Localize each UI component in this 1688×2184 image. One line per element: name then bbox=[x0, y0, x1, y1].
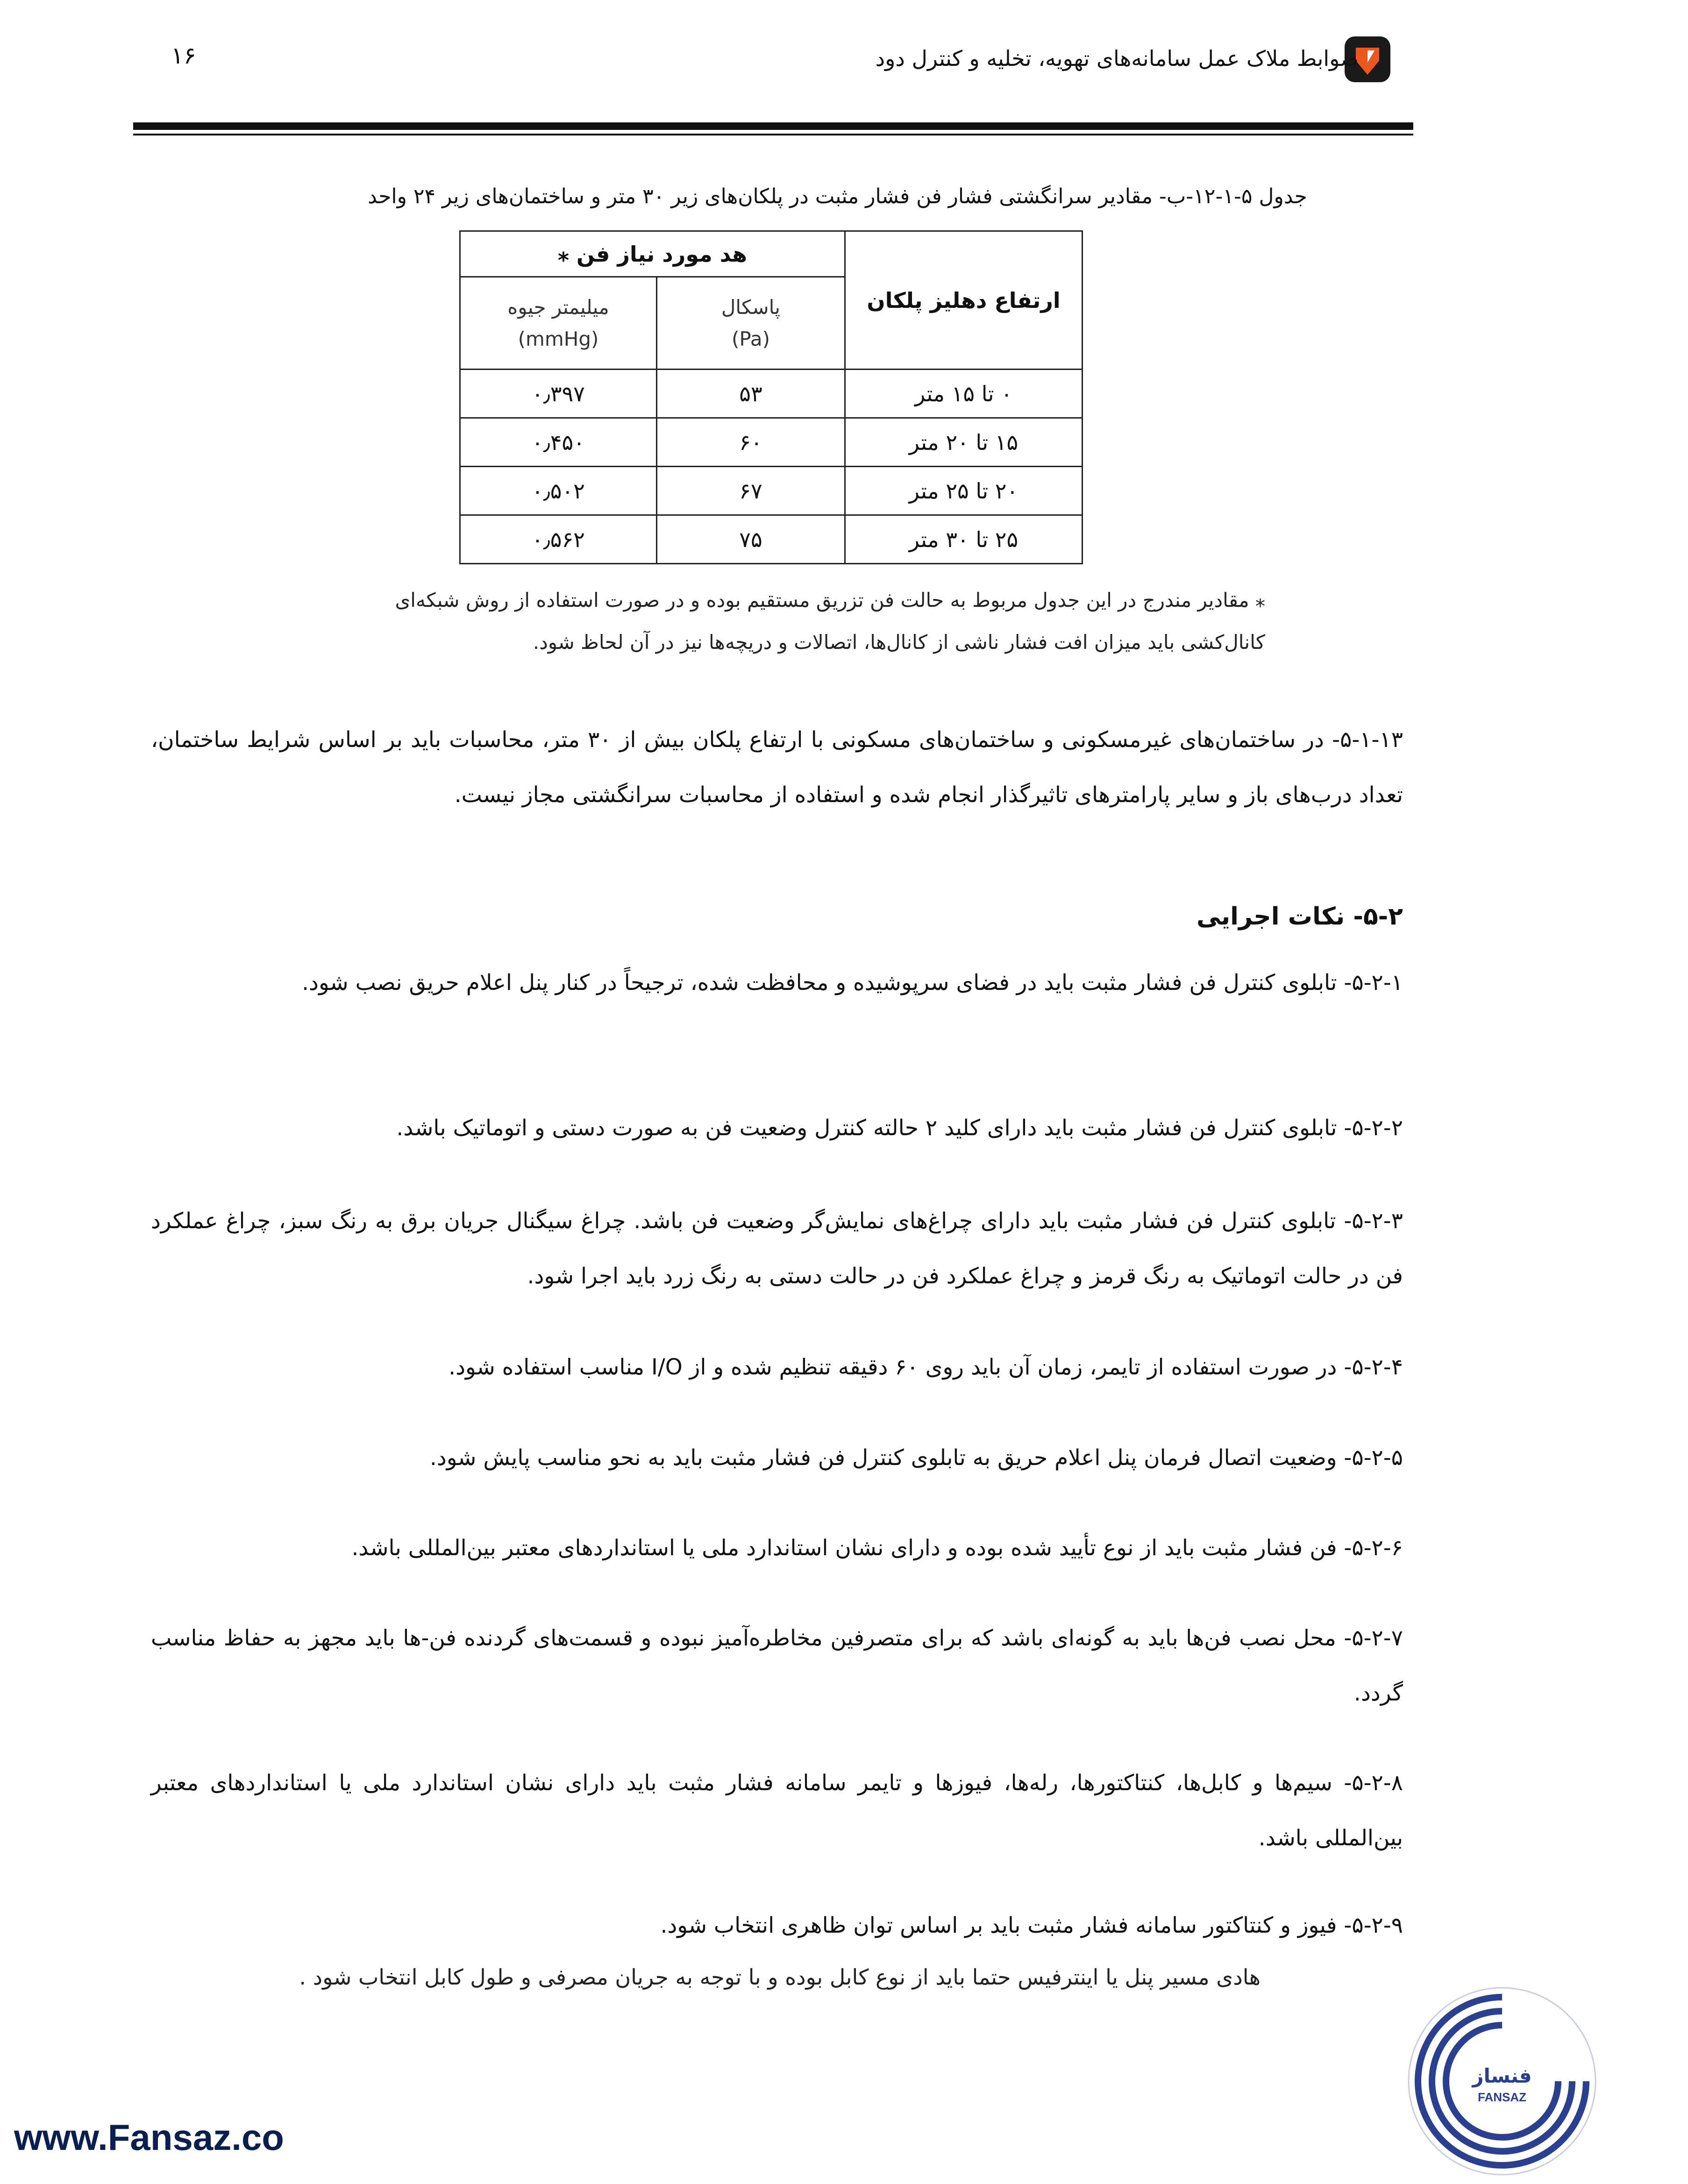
cell-pa: ۷۵ bbox=[657, 515, 845, 564]
cell-mmhg: ۰٫۵۶۲ bbox=[460, 515, 657, 564]
cell-pa: ۵۳ bbox=[657, 370, 845, 418]
sub-header-mmhg bbox=[460, 277, 657, 370]
table-caption: جدول ۵-۱-۱۲-ب- مقادیر سرانگشتی فشار فن فشار مثبت در پلکان‌های زیر ۳۰ متر و ساختمان‌های زیر ۲۴ واحد bbox=[368, 185, 1307, 208]
cell-mmhg: ۰٫۴۵۰ bbox=[460, 418, 657, 467]
website-link[interactable]: www.Fansaz.co bbox=[14, 2117, 284, 2158]
logo-text-fa: فنساز bbox=[1472, 2064, 1532, 2087]
table-row bbox=[460, 467, 1083, 515]
cell-mmhg: ۰٫۳۹۷ bbox=[460, 370, 657, 418]
item-5-2-5: ۵-۲-۵- وضعیت اتصال فرمان پنل اعلام حریق به تابلوی کنترل فن فشار مثبت باید به نحو مناسب پایش شود. bbox=[429, 1445, 1403, 1471]
pressure-table bbox=[459, 230, 1083, 564]
col-target-header: هد مورد نیاز فن ⁎ bbox=[460, 231, 845, 277]
cell-height: ۲۵ تا ۳۰ متر bbox=[845, 515, 1083, 564]
fansaz-logo-icon bbox=[1402, 1981, 1603, 2182]
col-height-header: ارتفاع دهلیز پلکان bbox=[845, 231, 1083, 370]
header-divider bbox=[133, 122, 1413, 130]
sub-header-pa bbox=[657, 277, 845, 370]
sub-mm-label: میلیمتر جیوه bbox=[507, 295, 609, 319]
item-5-2-8: ۵-۲-۸- سیم‌ها و کابل‌ها، کنتاکتورها، رله‌ها، فیوزها و تایمر سامانه فشار مثبت باید دارای نشان استاندارد ملی یا استانداردهای معتبر بین‌المللی باشد. bbox=[151, 1770, 1403, 1851]
sub-mm-unit: (mmHg) bbox=[518, 327, 599, 350]
paragraph-5-1-13: ۵-۱-۱۳- در ساختمان‌های غیرمسکونی و ساختمان‌های مسکونی با ارتفاع پلکان بیش از ۳۰ متر، محاسبات باید بر اساس شرایط ساختمان، تعداد درب‌های باز و سایر پارامترهای تاثیرگذار انجام شده و استفاده از محاسبات سرانگشتی مجاز نیست. bbox=[151, 727, 1403, 808]
header-divider-thin bbox=[133, 134, 1413, 135]
cell-height: ۱۵ تا ۲۰ متر bbox=[845, 418, 1083, 467]
section-heading: ۵-۲- نکات اجرایی bbox=[1196, 903, 1403, 931]
logo-text-en: FANSAZ bbox=[1478, 2090, 1526, 2104]
cell-pa: ۶۰ bbox=[657, 418, 845, 467]
sub-pa-unit: (Pa) bbox=[732, 327, 770, 350]
cell-height: ۲۰ تا ۲۵ متر bbox=[845, 467, 1083, 515]
sub-pa-label: پاسکال bbox=[721, 295, 781, 319]
item-5-2-7: ۵-۲-۷- محل نصب فن‌ها باید به گونه‌ای باشد که برای متصرفین مخاطره‌آمیز نبوده و قسمت‌های گردنده فن-ها باید مجهز به حفاظ مناسب گردد. bbox=[151, 1625, 1403, 1706]
cell-pa: ۶۷ bbox=[657, 467, 845, 515]
item-5-2-6: ۵-۲-۶- فن فشار مثبت باید از نوع تأیید شده بوده و دارای نشان استاندارد ملی یا استانداردهای معتبر بین‌المللی باشد. bbox=[351, 1535, 1403, 1561]
item-5-2-1: ۵-۲-۱- تابلوی کنترل فن فشار مثبت باید در فضای سرپوشیده و محافظت شده، ترجیحاً در کنار پنل اعلام حریق نصب شود. bbox=[302, 970, 1403, 996]
table-footnote: ⁎ مقادیر مندرج در این جدول مربوط به حالت فن تزریق مستقیم بوده و در صورت استفاده از روش شبکه‌ای کانال‌کشی باید میزان افت فشار ناشی از کانال‌ها، اتصالات و دریچه‌ها نیز در آن لحاظ شود. bbox=[395, 589, 1265, 654]
item-5-2-2: ۵-۲-۲- تابلوی کنترل فن فشار مثبت باید دارای کلید ۲ حالته کنترل وضعیت فن به صورت دستی و اتوماتیک باشد. bbox=[396, 1115, 1403, 1141]
table-row bbox=[460, 515, 1083, 564]
header-title: ضوابط ملاک عمل سامانه‌های تهویه، تخلیه و کنترل دود bbox=[875, 46, 1359, 71]
table-row bbox=[460, 418, 1083, 467]
item-5-2-9: ۵-۲-۹- فیوز و کنتاکتور سامانه فشار مثبت باید بر اساس توان ظاهری انتخاب شود. bbox=[660, 1913, 1403, 1938]
cell-height: ۰ تا ۱۵ متر bbox=[845, 370, 1083, 418]
page-number: ۱۶ bbox=[171, 42, 196, 69]
table-row bbox=[460, 370, 1083, 418]
item-5-2-3: ۵-۲-۳- تابلوی کنترل فن فشار مثبت باید دارای چراغ‌های نمایش‌گر وضعیت فن باشد. چراغ سیگنال جریان برق به رنگ سبز، چراغ عملکرد فن در حالت اتوماتیک به رنگ قرمز و چراغ عملکرد فن در حالت دستی به رنگ زرد باید اجرا شود. bbox=[151, 1208, 1403, 1289]
item-5-2-4: ۵-۲-۴- در صورت استفاده از تایمر، زمان آن باید روی ۶۰ دقیقه تنظیم شده و از I/O مناسب استفاده شود. bbox=[449, 1354, 1403, 1380]
extra-note: هادی مسیر پنل یا اینترفیس حتما باید از نوع کابل بوده و با توجه به جریان مصرفی و طول کابل انتخاب شود . bbox=[299, 1964, 1261, 1990]
cell-mmhg: ۰٫۵۰۲ bbox=[460, 467, 657, 515]
